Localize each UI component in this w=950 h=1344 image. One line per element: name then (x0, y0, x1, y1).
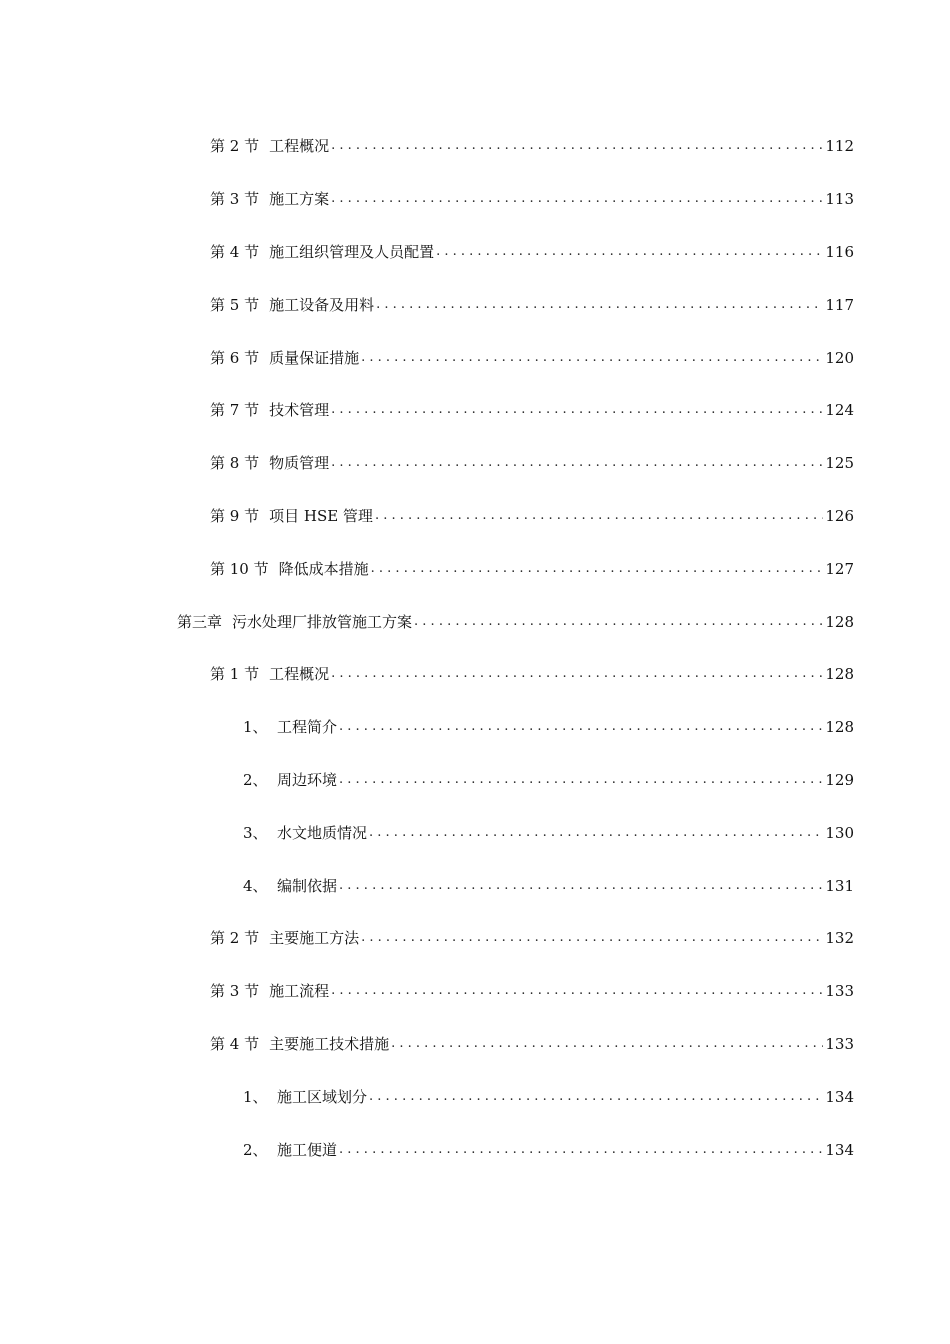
toc-entry-title: 水文地质情况 (277, 823, 368, 842)
toc-dot-leader (414, 612, 823, 632)
toc-entry-page: 117 (825, 295, 854, 314)
toc-dot-leader (375, 506, 823, 526)
toc-entry-title: 施工设备及用料 (269, 295, 375, 314)
toc-entry-title: 施工组织管理及人员配置 (269, 242, 435, 261)
toc-entry-number: 第 4 节 (210, 1034, 260, 1053)
toc-entry-title: 工程概况 (269, 665, 330, 684)
toc-entry-section-2[interactable] (0, 120, 950, 173)
toc-entry-number: 第 5 节 (210, 295, 260, 314)
toc-dot-leader (361, 348, 823, 368)
toc-entry-title: 施工区域划分 (277, 1087, 368, 1106)
toc-entry-title: 周边环境 (277, 770, 338, 789)
toc-entry-page: 126 (825, 506, 854, 525)
toc-entry-title: 工程概况 (269, 137, 330, 156)
table-of-contents (0, 120, 950, 1176)
toc-entry-page: 120 (825, 348, 854, 367)
toc-entry-number: 第 8 节 (210, 454, 260, 473)
toc-entry-title: 技术管理 (269, 401, 330, 420)
toc-entry-number: 第 4 节 (210, 242, 260, 261)
toc-dot-leader (369, 823, 823, 843)
toc-entry-page: 128 (825, 612, 854, 631)
toc-entry-page: 132 (825, 929, 854, 948)
toc-dot-leader (391, 1034, 823, 1054)
toc-entry-item-2b[interactable] (0, 1123, 950, 1176)
toc-entry-page: 129 (825, 770, 854, 789)
toc-entry-title: 施工方案 (269, 190, 330, 209)
toc-entry-number: 第 7 节 (210, 401, 260, 420)
toc-dot-leader (339, 1140, 823, 1160)
toc-entry-section-6[interactable] (0, 331, 950, 384)
toc-entry-number: 第三章 (177, 612, 223, 631)
toc-dot-leader (361, 928, 823, 948)
toc-dot-leader (371, 559, 824, 579)
toc-entry-page: 128 (825, 718, 854, 737)
toc-entry-title: 降低成本措施 (278, 559, 369, 578)
toc-entry-page: 127 (825, 559, 854, 578)
toc-entry-number: 第 3 节 (210, 982, 260, 1001)
toc-entry-item-4[interactable] (0, 859, 950, 912)
toc-entry-number: 第 1 节 (210, 665, 260, 684)
toc-entry-section-8[interactable] (0, 437, 950, 490)
toc-entry-number: 第 10 节 (210, 559, 269, 578)
toc-entry-page: 134 (825, 1087, 854, 1106)
toc-entry-number: 1、 (243, 1087, 268, 1106)
toc-entry-number: 1、 (243, 718, 268, 737)
toc-entry-section-4[interactable] (0, 226, 950, 279)
toc-dot-leader (339, 770, 823, 790)
toc-entry-number: 4、 (243, 876, 268, 895)
toc-entry-title: 主要施工技术措施 (269, 1034, 390, 1053)
toc-entry-section-1[interactable] (0, 648, 950, 701)
toc-entry-page: 133 (825, 982, 854, 1001)
toc-dot-leader (331, 136, 823, 156)
toc-dot-leader (369, 1087, 823, 1107)
toc-entry-title: 编制依据 (277, 876, 338, 895)
toc-entry-title: 质量保证措施 (269, 348, 360, 367)
toc-entry-page: 124 (825, 401, 854, 420)
toc-entry-title: 物质管理 (269, 454, 330, 473)
toc-entry-title: 主要施工方法 (269, 929, 360, 948)
toc-entry-item-3[interactable] (0, 806, 950, 859)
toc-dot-leader (339, 717, 823, 737)
toc-entry-page: 133 (825, 1034, 854, 1053)
toc-entry-number: 2、 (243, 1140, 268, 1159)
toc-entry-number: 2、 (243, 770, 268, 789)
toc-entry-number: 第 2 节 (210, 137, 260, 156)
toc-entry-item-1b[interactable] (0, 1070, 950, 1123)
toc-dot-leader (331, 400, 823, 420)
toc-entry-number: 第 9 节 (210, 506, 260, 525)
toc-entry-title: 项目 HSE 管理 (269, 506, 373, 525)
toc-entry-number: 第 6 节 (210, 348, 260, 367)
toc-entry-number: 第 3 节 (210, 190, 260, 209)
toc-entry-page: 128 (825, 665, 854, 684)
toc-dot-leader (436, 242, 823, 262)
toc-dot-leader (331, 981, 823, 1001)
toc-dot-leader (331, 189, 823, 209)
toc-entry-title: 污水处理厂排放管施工方案 (232, 612, 413, 631)
toc-entry-page: 131 (825, 876, 854, 895)
toc-entry-section-10[interactable] (0, 542, 950, 595)
toc-entry-section-3[interactable] (0, 173, 950, 226)
toc-entry-section-4b[interactable] (0, 1018, 950, 1071)
toc-dot-leader (331, 664, 823, 684)
toc-dot-leader (331, 453, 823, 473)
toc-entry-chapter-3[interactable] (0, 595, 950, 648)
toc-entry-section-2b[interactable] (0, 912, 950, 965)
toc-entry-page: 112 (825, 137, 854, 156)
toc-entry-section-3b[interactable] (0, 965, 950, 1018)
toc-entry-number: 3、 (243, 823, 268, 842)
toc-entry-section-9[interactable] (0, 490, 950, 543)
toc-dot-leader (339, 876, 823, 896)
toc-entry-title: 施工便道 (277, 1140, 338, 1159)
toc-entry-title: 工程简介 (277, 718, 338, 737)
toc-entry-item-2[interactable] (0, 754, 950, 807)
toc-entry-page: 130 (825, 823, 854, 842)
toc-entry-page: 125 (825, 454, 854, 473)
toc-entry-page: 113 (825, 190, 854, 209)
toc-entry-page: 134 (825, 1140, 854, 1159)
toc-entry-section-7[interactable] (0, 384, 950, 437)
toc-entry-title: 施工流程 (269, 982, 330, 1001)
toc-entry-item-1[interactable] (0, 701, 950, 754)
toc-entry-section-5[interactable] (0, 278, 950, 331)
toc-entry-number: 第 2 节 (210, 929, 260, 948)
toc-entry-page: 116 (825, 242, 854, 261)
toc-dot-leader (376, 295, 823, 315)
